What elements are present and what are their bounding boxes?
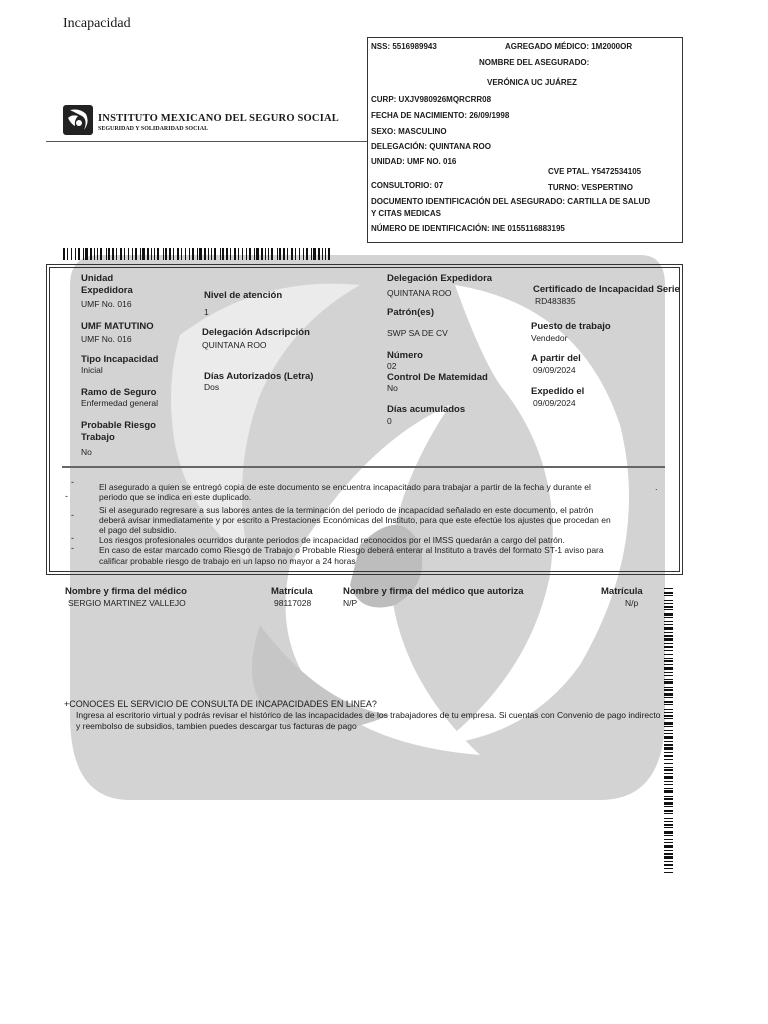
barcode-bar [664, 697, 673, 698]
barcode-bar [249, 248, 251, 260]
barcode-bar [322, 248, 323, 260]
barcode-bar [664, 845, 673, 848]
barcode-bar [664, 755, 673, 757]
barcode-bar [328, 248, 330, 260]
certificado-value: RD483835 [535, 296, 576, 306]
barcode-bar [154, 248, 155, 260]
medico-label: Nombre y firma del médico [65, 586, 187, 597]
barcode-bar [67, 248, 68, 260]
barcode-bar [664, 796, 673, 797]
turno [548, 183, 633, 192]
barcode-bar [226, 248, 228, 260]
institution-name: INSTITUTO MEXICANO DEL SEGURO SOCIAL [98, 113, 339, 124]
barcode-bar [242, 248, 243, 260]
puesto-label: Puesto de trabajo [531, 321, 611, 332]
barcode-bar [664, 788, 673, 789]
note-3: Los riesgos profesionales ocurridos durante periodos de incapacidad reconocidos por el IMSS quedarán a cargo del patrón. [99, 535, 565, 545]
barcode-bar [664, 839, 673, 840]
barcode-bar [299, 248, 300, 260]
ramo-label: Ramo de Seguro [81, 387, 157, 398]
barcode-bar [664, 821, 673, 822]
riesgo-value: No [81, 447, 92, 457]
a-partir-value: 09/09/2024 [533, 365, 576, 375]
barcode-bar [173, 248, 174, 260]
barcode-bar [238, 248, 239, 260]
barcode-bar [265, 248, 266, 260]
barcode-bar [664, 763, 673, 764]
note-bullet: - [71, 533, 74, 543]
barcode-bar [157, 248, 159, 260]
note-2-line3: el pago del subsidio. [99, 525, 177, 535]
umf-value: UMF No. 016 [81, 334, 132, 344]
note-bullet: - [65, 491, 68, 501]
barcode-bar [664, 664, 673, 665]
unidad-label-2: Expedidora [81, 285, 133, 296]
barcode-bar [208, 248, 209, 260]
barcode-bar [287, 248, 288, 260]
barcode-bar [177, 248, 179, 260]
barcode-bar [664, 736, 673, 739]
barcode-bar [108, 248, 110, 260]
barcode-bar [664, 679, 673, 680]
barcode-bar [664, 650, 673, 651]
matricula-2-value: N/p [625, 598, 639, 608]
barcode-bar [268, 248, 269, 260]
barcode-bar [664, 635, 673, 637]
barcode-bar [246, 248, 247, 260]
barcode-bar [664, 709, 673, 710]
cve-ptal: CVE PTAL. Y5472534105 [548, 167, 642, 176]
barcode-bar [261, 248, 263, 260]
barcode-bar [664, 715, 673, 717]
matricula-2-label: Matrícula [601, 586, 643, 597]
barcode-bar [664, 835, 673, 836]
barcode-bar [664, 769, 673, 771]
barcode-bar [151, 248, 152, 260]
unidad-value: UMF No. 016 [81, 299, 132, 309]
nivel-label: Nivel de atención [204, 290, 283, 301]
barcode-bar [664, 776, 673, 779]
dias-autorizados-value: Dos [204, 382, 220, 392]
unidad-label-1: Unidad [81, 273, 114, 284]
barcode-bar [664, 693, 673, 696]
barcode-bar [112, 248, 114, 260]
certificado-label: Certificado de Incapacidad Serie [533, 284, 680, 295]
barcode-bar [254, 248, 255, 260]
barcode-bar [220, 248, 221, 260]
deleg-adscripcion-value: QUINTANA ROO [202, 340, 267, 350]
barcode-bar [664, 627, 673, 630]
consultorio: CONSULTORIO: 07 [371, 181, 444, 190]
barcode-bar [664, 781, 673, 782]
barcode-bar [664, 798, 673, 800]
barcode-bar [140, 248, 141, 260]
barcode-bar [306, 248, 308, 260]
barcode-bar [664, 643, 673, 644]
barcode-bar [283, 248, 285, 260]
barcode-bar [106, 248, 107, 260]
barcode-bar [664, 827, 673, 828]
curp: CURP: UXJV980926MQRCRR08 [371, 95, 492, 104]
barcode-bar [664, 609, 673, 610]
barcode-bar [664, 790, 673, 793]
id-document-line2: Y CITAS MEDICAS [371, 209, 441, 218]
barcode-bar [664, 667, 673, 670]
nss: NSS: 5516989943 [371, 42, 437, 51]
note-2-line1: Si el asegurado regresare a sus labores antes de la terminación del periodo de incapacidad señalado en este documento, el patrón [99, 505, 594, 515]
barcode-bar [256, 248, 259, 260]
control-maternidad-label: Control De Matemidad [387, 372, 488, 383]
barcode-bar [291, 248, 293, 260]
deleg-expedidora-label: Delegación Expedidora [387, 273, 493, 284]
barcode-bar [664, 853, 673, 855]
header-divider [46, 141, 368, 142]
barcode-bar [75, 248, 76, 260]
barcode-bar [664, 872, 673, 873]
barcode-bar [279, 248, 281, 260]
barcode-bar [271, 248, 273, 260]
barcode-bar [234, 248, 236, 260]
promo-body: Ingresa al escritorio virtual y podrás revisar el histórico de las incapacidades de los trabajadores de tu empresa. Si cuentas con Convenio de pago indirecto y reembolso de subsidios, tambien puedes descargar tus facturas de pago [76, 710, 661, 731]
barcode-bar [135, 248, 137, 260]
barcode-bar [120, 248, 122, 260]
barcode-bar [100, 248, 102, 260]
barcode-bar [222, 248, 224, 260]
barcode-bar [185, 248, 186, 260]
barcode-bar [664, 824, 673, 826]
barcode-bar [214, 248, 216, 260]
riesgo-label-2: Trabajo [81, 432, 115, 443]
barcode-bar [230, 248, 231, 260]
delegation: DELEGACIÓN: QUINTANA ROO [371, 142, 491, 151]
barcode-horizontal [63, 248, 333, 260]
promo-title: +CONOCES EL SERVICIO DE CONSULTA DE INCAPACIDADES EN LINEA? [64, 699, 377, 709]
barcode-bar [664, 842, 673, 843]
note-bullet: . [655, 482, 658, 492]
barcode-bar [63, 248, 65, 260]
puesto-value: Vendedor [531, 333, 568, 343]
barcode-bar [197, 248, 198, 260]
note-bullet: - [71, 543, 74, 553]
barcode-bar [664, 654, 673, 655]
barcode-bar [311, 248, 312, 260]
barcode-bar [664, 747, 673, 750]
matricula-1-label: Matrícula [271, 586, 313, 597]
barcode-bar [211, 248, 212, 260]
institution-tagline: SEGURIDAD Y SOLIDARIDAD SOCIAL [98, 126, 209, 132]
barcode-bar [664, 726, 673, 727]
barcode-bar [664, 864, 673, 866]
barcode-bar [664, 718, 673, 719]
barcode-bar [163, 248, 164, 260]
note-4-line2: calificar probable riesgo de trabajo en un lapso no mayor a 24 horas [99, 556, 356, 566]
matricula-1-value: 98117028 [274, 598, 312, 608]
note-1-line1: El asegurado a quien se entregó copia de este documento se encuentra incapacitado para trabajar a partir de la fecha y durante el [99, 482, 591, 492]
barcode-bar [664, 588, 673, 589]
barcode-bar [165, 248, 167, 260]
barcode-bar [664, 658, 673, 659]
tipo-value: Inicial [81, 365, 103, 375]
barcode-bar [192, 248, 194, 260]
insured-name-label: NOMBRE DEL ASEGURADO: [479, 58, 590, 67]
barcode-bar [664, 681, 673, 684]
sex: SEXO: MASCULINO [371, 127, 447, 136]
barcode-bar [664, 730, 673, 731]
barcode-bar [664, 603, 673, 604]
barcode-bar [116, 248, 117, 260]
tipo-label: Tipo Incapacidad [81, 354, 159, 365]
id-number: NÚMERO DE IDENTIFICACIÓN: INE 0155116883195 [371, 224, 565, 233]
barcode-bar [664, 784, 673, 785]
barcode-bar [204, 248, 206, 260]
barcode-bar [90, 248, 92, 260]
note-4-line1: En caso de estar marcado como Riesgo de Trabajo o Probable Riesgo deberá enterar al Instituto a través del formato ST-1 aviso para [99, 545, 604, 555]
insured-info-box [367, 37, 683, 243]
barcode-bar [142, 248, 145, 260]
barcode-bar [664, 672, 673, 673]
barcode-bar [664, 624, 673, 625]
barcode-bar [664, 813, 673, 814]
numero-value: 02 [387, 361, 397, 371]
patron-value: SWP SA DE CV [387, 328, 448, 338]
barcode-bar [124, 248, 125, 260]
barcode-bar [128, 248, 129, 260]
barcode-bar [71, 248, 72, 260]
deleg-expedidora-value: QUINTANA ROO [387, 288, 452, 298]
barcode-bar [664, 741, 673, 742]
note-bullet: - [71, 510, 74, 520]
barcode-bar [664, 802, 673, 805]
barcode-bar [664, 773, 673, 774]
barcode-bar [664, 712, 673, 713]
barcode-bar [664, 831, 673, 834]
barcode-bar [295, 248, 296, 260]
barcode-bar [189, 248, 190, 260]
barcode-bar [664, 818, 673, 819]
a-partir-label: A partir del [531, 353, 581, 364]
barcode-bar [83, 248, 84, 260]
imss-logo [62, 104, 339, 138]
barcode-bar [664, 806, 673, 807]
barcode-bar [313, 248, 316, 260]
dias-acumulados-label: Días acumulados [387, 404, 466, 415]
barcode-bar [664, 646, 673, 648]
barcode-bar [664, 810, 673, 812]
barcode-bar [664, 595, 673, 596]
barcode-bar [325, 248, 326, 260]
note-2-line2: deberá avisar inmediatamente y por escrito a Prestaciones Económicas del Instituto, para que este efectúe los ajustes que procedan en [99, 515, 611, 525]
barcode-bar [169, 248, 171, 260]
barcode-bar [664, 722, 673, 725]
barcode-bar [97, 248, 98, 260]
barcode-bar [664, 752, 673, 753]
deleg-adscripcion-label: Delegación Adscripción [202, 327, 310, 338]
ramo-value: Enfermedad general [81, 398, 159, 408]
barcode-bar [147, 248, 149, 260]
patron-label: Patrón(es) [387, 307, 434, 318]
note-1-line2: periodo que se indica en este duplicado. [99, 492, 252, 502]
certificate-divider [62, 466, 665, 468]
barcode-bar [664, 850, 673, 851]
barcode-bar [664, 638, 673, 641]
id-document-line1: DOCUMENTO IDENTIFICACIÓN DEL ASEGURADO: CARTILLA DE SALUD [371, 197, 651, 206]
barcode-bar [664, 689, 673, 691]
barcode-bar [318, 248, 320, 260]
imss-eagle-icon [62, 104, 94, 136]
note-bullet: - [71, 477, 74, 487]
barcode-bar [664, 600, 673, 601]
dias-acumulados-value: 0 [387, 416, 392, 426]
birth-date: FECHA DE NACIMIENTO: 26/09/1998 [371, 111, 510, 120]
riesgo-label-1: Probable Riesgo [81, 420, 156, 431]
barcode-vertical [664, 588, 676, 873]
turno-value: VESPERTINO [581, 183, 633, 192]
medico-value: SERGIO MARTINEZ VALLEJO [68, 598, 186, 608]
barcode-bar [664, 759, 673, 760]
umf-label: UMF MATUTINO [81, 321, 154, 332]
turno-label: TURNO: [548, 183, 580, 192]
numero-label: Número [387, 350, 423, 361]
barcode-bar [664, 868, 673, 869]
barcode-bar [664, 856, 673, 859]
barcode-bar [664, 744, 673, 746]
barcode-bar [85, 248, 88, 260]
barcode-bar [199, 248, 202, 260]
unit: UNIDAD: UMF NO. 016 [371, 157, 457, 166]
barcode-bar [132, 248, 133, 260]
barcode-bar [277, 248, 278, 260]
dias-autorizados-label: Días Autorizados (Letra) [204, 371, 314, 382]
expedido-value: 09/09/2024 [533, 398, 576, 408]
expedido-label: Expedido el [531, 386, 585, 397]
insured-name: VERÓNICA UC JUÁREZ [487, 78, 577, 87]
document-title: Incapacidad [63, 16, 131, 31]
barcode-bar [664, 701, 673, 703]
barcode-bar [664, 592, 673, 594]
medico-autoriza-label: Nombre y firma del médico que autoriza [343, 586, 524, 597]
barcode-bar [664, 733, 673, 734]
agregado-medico: AGREGADO MÉDICO: 1M2000OR [505, 42, 633, 51]
barcode-bar [664, 621, 673, 622]
barcode-bar [664, 632, 673, 633]
barcode-bar [78, 248, 80, 260]
barcode-bar [664, 861, 673, 862]
barcode-bar [664, 767, 673, 768]
barcode-bar [664, 704, 673, 705]
control-maternidad-value: No [387, 383, 398, 393]
barcode-bar [664, 617, 673, 618]
barcode-bar [94, 248, 95, 260]
barcode-bar [664, 613, 673, 616]
barcode-bar [664, 675, 673, 676]
barcode-bar [181, 248, 182, 260]
medico-autoriza-value: N/P [343, 598, 358, 608]
barcode-bar [303, 248, 304, 260]
barcode-bar [664, 606, 673, 608]
nivel-value: 1 [204, 307, 209, 317]
barcode-bar [664, 687, 673, 688]
barcode-bar [664, 660, 673, 662]
